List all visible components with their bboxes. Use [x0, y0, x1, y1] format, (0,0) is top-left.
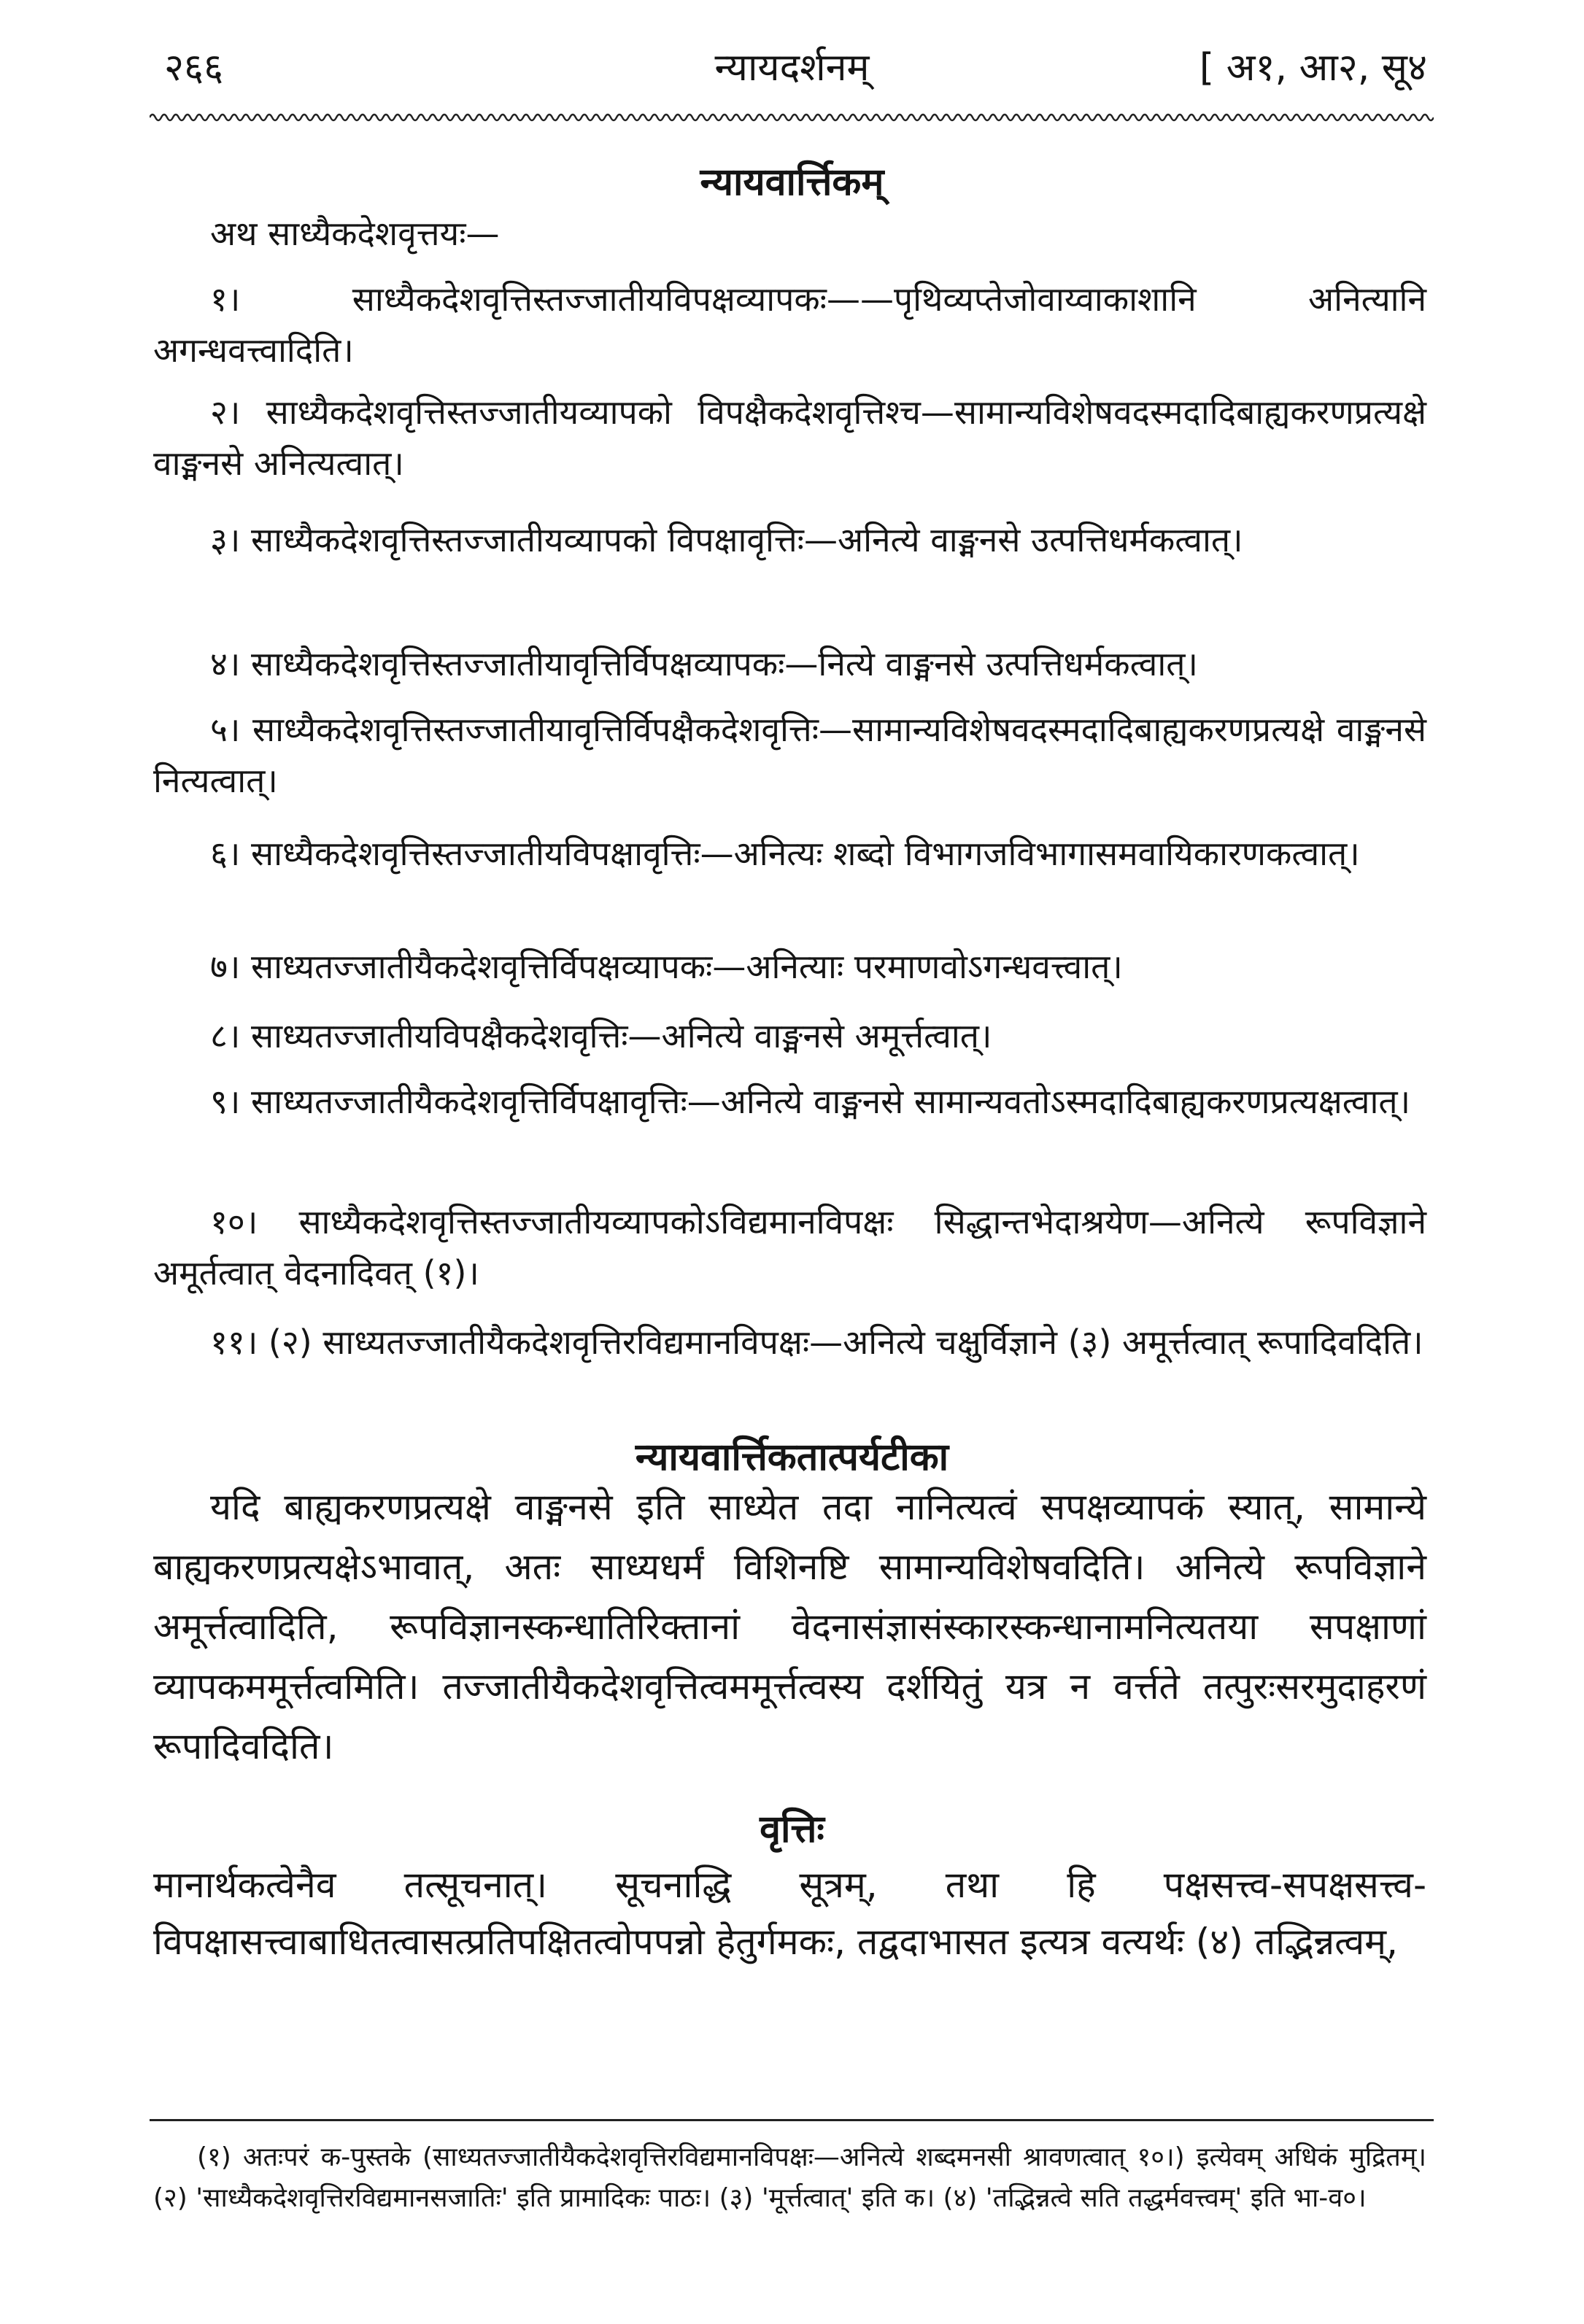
footnote-rule	[150, 2119, 1434, 2121]
chapter-reference: [ अ१, आ२, सू४	[1199, 46, 1427, 90]
footnotes: (१) अतःपरं क-पुस्तके (साध्यतज्जातीयैकदेशवृत्तिरविद्यमानविपक्षः—अनित्ये शब्दमनसी श्रावणत्वात् १०।) इत्येवम् अधिकं मुद्रितम्। (२) 'साध्यैकदेशवृत्तिरविद्यमानसजातिः' इति प्रामादिकः पाठः। (३) 'मूर्त्तत्वात्' इति क। (४) 'तद्भिन्नत्वे सति तद्धर्मवत्त्वम्' इति भा-व०।	[153, 2142, 1426, 2213]
vartika-item-3: ३। साध्यैकदेशवृत्तिस्तज्जातीयव्यापको विपक्षावृत्तिः—अनित्ये वाङ्मनसे उत्पत्तिधर्मकत्वात्।	[210, 520, 1243, 559]
vartika-intro: अथ साध्यैकदेशवृत्तयः—	[210, 214, 500, 253]
vartika-item-7: ७। साध्यतज्जातीयैकदेशवृत्तिर्विपक्षव्यापकः—अनित्याः परमाणवोऽगन्धवत्त्वात्।	[210, 947, 1123, 986]
vritti-paragraph: मानार्थकत्वेनैव तत्सूचनात्। सूचनाद्धि सूत्रम्, तथा हि पक्षसत्त्व-सपक्षसत्त्व-विपक्षासत्त्वाबाधितत्वासत्प्रतिपक्षितत्वोपपन्नो हेतुर्गमकः, तद्वदाभासत इत्यत्र वत्यर्थः (४) तद्भिन्नत्वम्,	[153, 1864, 1426, 1963]
running-title: न्यायदर्शनम्	[714, 46, 870, 90]
vartika-item-10: १०। साध्यैकदेशवृत्तिस्तज्जातीयव्यापकोऽविद्यमानविपक्षः सिद्धान्तभेदाश्रयेण—अनित्ये रूपविज्ञाने अमूर्तत्वात् वेदनादिवत् (१)।	[153, 1202, 1426, 1293]
vartika-item-1: १। साध्यैकदेशवृत्तिस्तज्जातीयविपक्षव्यापकः——पृथिव्यप्तेजोवाय्वाकाशानि अनित्यानि अगन्धवत्त्वादिति।	[153, 279, 1426, 370]
vartika-item-6: ६। साध्यैकदेशवृत्तिस्तज्जातीयविपक्षावृत्तिः—अनित्यः शब्दो विभागजविभागासमवायिकारणकत्वात्।	[210, 834, 1360, 873]
vritti-heading: वृत्तिः	[760, 1808, 824, 1851]
vartika-item-5: ५। साध्यैकदेशवृत्तिस्तज्जातीयावृत्तिर्विपक्षैकदेशवृत्तिः—सामान्यविशेषवदस्मदादिबाह्यकरणप्रत्यक्षे वाङ्मनसे नित्यत्वात्।	[153, 710, 1426, 800]
vartika-item-2: २। साध्यैकदेशवृत्तिस्तज्जातीयव्यापको विपक्षैकदेशवृत्तिश्च—सामान्यविशेषवदस्मदादिबाह्यकरणप्रत्यक्षे वाङ्मनसे अनित्यत्वात्।	[153, 392, 1426, 483]
wavy-header-rule	[150, 109, 1434, 125]
page-number: २६६	[164, 46, 224, 90]
vartika-item-9: ९। साध्यतज्जातीयैकदेशवृत्तिर्विपक्षावृत्तिः—अनित्ये वाङ्मनसे सामान्यवतोऽस्मदादिबाह्यकरणप्रत्यक्षत्वात्।	[210, 1082, 1411, 1121]
vartika-heading: न्यायवार्त्तिकम्	[700, 160, 884, 204]
vartika-item-4: ४। साध्यैकदेशवृत्तिस्तज्जातीयावृत्तिर्विपक्षव्यापकः—नित्ये वाङ्मनसे उत्पत्तिधर्मकत्वात्।	[210, 644, 1198, 683]
tika-paragraph: यदि बाह्यकरणप्रत्यक्षे वाङ्मनसे इति साध्येत तदा नानित्यत्वं सपक्षव्यापकं स्यात्, सामान्ये बाह्यकरणप्रत्यक्षेऽभावात्, अतः साध्यधर्मं विशिनष्टि सामान्यविशेषवदिति। अनित्ये रूपविज्ञाने अमूर्त्तत्वादिति, रूपविज्ञानस्कन्धातिरिक्तानां वेदनासंज्ञासंस्कारस्कन्धानामनित्यतया सपक्षाणां व्यापकममूर्त्तत्वमिति। तज्जातीयैकदेशवृत्तित्वममूर्त्तत्वस्य दर्शयितुं यत्र न वर्त्तते तत्पुरःसरमुदाहरणं रूपादिवदिति।	[153, 1486, 1426, 1767]
tika-heading: न्यायवार्त्तिकतात्पर्यटीका	[635, 1436, 949, 1479]
vartika-item-8: ८। साध्यतज्जातीयविपक्षैकदेशवृत्तिः—अनित्ये वाङ्मनसे अमूर्त्तत्वात्।	[210, 1016, 992, 1056]
vartika-item-11: ११। (२) साध्यतज्जातीयैकदेशवृत्तिरविद्यमानविपक्षः—अनित्ये चक्षुर्विज्ञाने (३) अमूर्त्तत्वात् रूपादिवदिति।	[210, 1322, 1423, 1362]
